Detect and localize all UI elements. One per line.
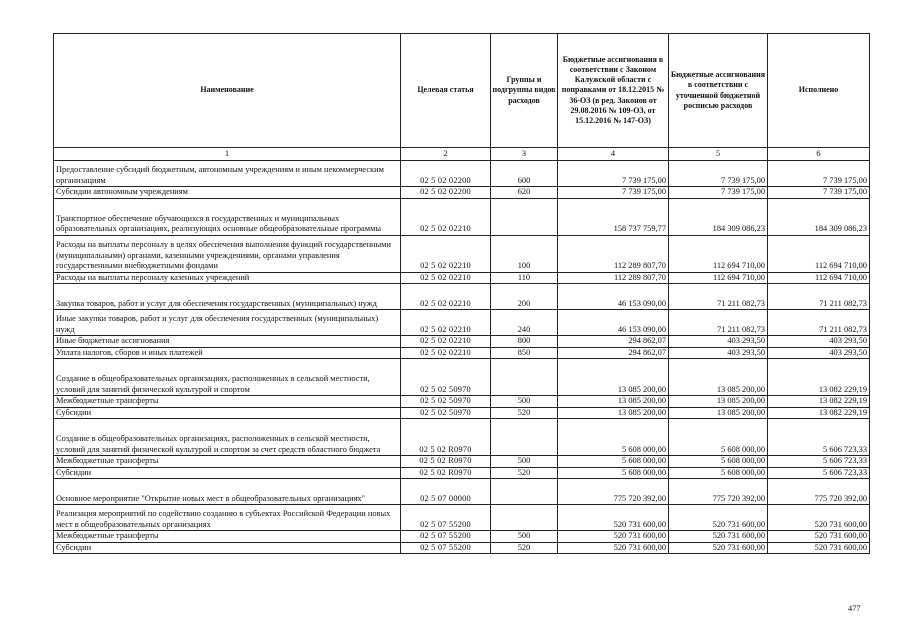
budget-table [53, 33, 870, 554]
column-number: 4 [558, 148, 669, 161]
table-row [54, 272, 870, 284]
row-executed: 112 694 710,00 [768, 235, 870, 272]
row-budget-refined: 5 608 000,00 [669, 467, 768, 479]
row-executed: 403 293,50 [768, 336, 870, 348]
row-name: Предоставление субсидий бюджетным, автономным учреждениям и иным некоммерческим организациям [54, 161, 401, 187]
row-executed: 775 720 392,00 [768, 479, 870, 505]
row-executed: 7 739 175,00 [768, 187, 870, 199]
header-budget-law: Бюджетные ассигнования в соответствии с Законом Калужской области с поправками от 18.12.2015 № 36-ОЗ (в ред. Законов от 29.08.2016 № 109-ОЗ, от 15.12.2016 № 147-ОЗ) [558, 34, 669, 148]
table-row [54, 419, 870, 456]
table-row [54, 505, 870, 531]
row-budget-refined: 112 694 710,00 [669, 272, 768, 284]
row-name: Субсидии [54, 467, 401, 479]
row-name: Иные закупки товаров, работ и услуг для обеспечения государственных (муниципальных) нужд [54, 310, 401, 336]
column-number: 5 [669, 148, 768, 161]
row-budget-refined: 520 731 600,00 [669, 505, 768, 531]
row-budget-law: 13 085 200,00 [558, 407, 669, 419]
row-target-article: 02 5 07 00000 [401, 479, 491, 505]
row-budget-refined: 5 608 000,00 [669, 419, 768, 456]
row-target-article: 02 5 02 02210 [401, 235, 491, 272]
row-target-article: 02 5 02 50970 [401, 396, 491, 408]
row-budget-law: 13 085 200,00 [558, 396, 669, 408]
table-row [54, 467, 870, 479]
row-expense-group [491, 359, 558, 396]
column-number: 1 [54, 148, 401, 161]
row-executed: 112 694 710,00 [768, 272, 870, 284]
row-budget-law: 775 720 392,00 [558, 479, 669, 505]
row-executed: 520 731 600,00 [768, 531, 870, 543]
row-expense-group: 520 [491, 467, 558, 479]
row-name: Уплата налогов, сборов и иных платежей [54, 347, 401, 359]
row-target-article: 02 5 02 02210 [401, 347, 491, 359]
row-name: Субсидии [54, 542, 401, 554]
row-executed: 7 739 175,00 [768, 161, 870, 187]
table-row [54, 310, 870, 336]
table-row [54, 396, 870, 408]
row-budget-refined: 71 211 082,73 [669, 310, 768, 336]
row-budget-law: 46 153 090,00 [558, 310, 669, 336]
row-budget-law: 5 608 000,00 [558, 456, 669, 468]
row-expense-group: 110 [491, 272, 558, 284]
table-row [54, 284, 870, 310]
row-budget-law: 294 862,07 [558, 336, 669, 348]
row-name: Иные бюджетные ассигнования [54, 336, 401, 348]
row-budget-refined: 775 720 392,00 [669, 479, 768, 505]
row-target-article: 02 5 02 02210 [401, 198, 491, 235]
row-target-article: 02 5 02 R0970 [401, 456, 491, 468]
table-row [54, 187, 870, 199]
row-target-article: 02 5 02 02210 [401, 284, 491, 310]
row-expense-group: 500 [491, 396, 558, 408]
row-budget-refined: 184 309 086,23 [669, 198, 768, 235]
header-executed: Исполнено [768, 34, 870, 148]
row-target-article: 02 5 07 55200 [401, 542, 491, 554]
table-row [54, 359, 870, 396]
row-budget-refined: 13 085 200,00 [669, 359, 768, 396]
header-budget-refined: Бюджетные ассигнования в соответствии с уточненной бюджетной росписью расходов [669, 34, 768, 148]
row-budget-law: 5 608 000,00 [558, 467, 669, 479]
row-budget-law: 13 085 200,00 [558, 359, 669, 396]
row-budget-law: 520 731 600,00 [558, 505, 669, 531]
row-executed: 5 606 723,33 [768, 467, 870, 479]
row-name: Закупка товаров, работ и услуг для обеспечения государственных (муниципальных) нужд [54, 284, 401, 310]
row-expense-group: 520 [491, 407, 558, 419]
row-name: Расходы на выплаты персоналу в целях обеспечения выполнения функций государственными (муниципальными) органами, казенными учреждениями, органами управления государственными внебюджетными фондами [54, 235, 401, 272]
row-budget-refined: 13 085 200,00 [669, 407, 768, 419]
row-budget-law: 520 731 600,00 [558, 531, 669, 543]
row-expense-group [491, 479, 558, 505]
row-target-article: 02 5 07 55200 [401, 505, 491, 531]
row-budget-law: 7 739 175,00 [558, 161, 669, 187]
row-target-article: 02 5 02 02200 [401, 161, 491, 187]
table-row [54, 479, 870, 505]
row-executed: 520 731 600,00 [768, 542, 870, 554]
table-row [54, 161, 870, 187]
row-executed: 13 082 229,19 [768, 407, 870, 419]
row-name: Межбюджетные трансферты [54, 396, 401, 408]
column-number-row [54, 148, 870, 161]
row-name: Основное мероприятие "Открытие новых мест в общеобразовательных организациях" [54, 479, 401, 505]
row-budget-refined: 520 731 600,00 [669, 542, 768, 554]
row-expense-group: 500 [491, 531, 558, 543]
column-number: 3 [491, 148, 558, 161]
row-budget-refined: 403 293,50 [669, 336, 768, 348]
row-expense-group: 800 [491, 336, 558, 348]
row-expense-group: 200 [491, 284, 558, 310]
row-target-article: 02 5 02 R0970 [401, 419, 491, 456]
row-name: Транспортное обеспечение обучающихся в государственных и муниципальных образовательных организациях, реализующих основные общеобразовательные программы [54, 198, 401, 235]
row-name: Создание в общеобразовательных организациях, расположенных в сельской местности, условий для занятий физической культурой и спортом за счет средств областного бюджета [54, 419, 401, 456]
row-budget-law: 520 731 600,00 [558, 542, 669, 554]
row-name: Субсидии [54, 407, 401, 419]
row-executed: 520 731 600,00 [768, 505, 870, 531]
row-expense-group: 100 [491, 235, 558, 272]
row-budget-refined: 7 739 175,00 [669, 187, 768, 199]
row-budget-law: 5 608 000,00 [558, 419, 669, 456]
table-row [54, 456, 870, 468]
row-budget-law: 46 153 090,00 [558, 284, 669, 310]
row-budget-refined: 71 211 082,73 [669, 284, 768, 310]
row-executed: 71 211 082,73 [768, 284, 870, 310]
row-budget-refined: 403 293,50 [669, 347, 768, 359]
row-budget-refined: 520 731 600,00 [669, 531, 768, 543]
row-budget-law: 294 862,07 [558, 347, 669, 359]
row-expense-group: 600 [491, 161, 558, 187]
table-row [54, 336, 870, 348]
row-target-article: 02 5 02 R0970 [401, 467, 491, 479]
row-executed: 403 293,50 [768, 347, 870, 359]
table-row [54, 198, 870, 235]
row-executed: 13 082 229,19 [768, 359, 870, 396]
row-name: Субсидии автономным учреждениям [54, 187, 401, 199]
row-expense-group [491, 198, 558, 235]
row-target-article: 02 5 02 02200 [401, 187, 491, 199]
header-name: Наименование [54, 34, 401, 148]
row-budget-law: 158 737 759,77 [558, 198, 669, 235]
row-target-article: 02 5 02 02210 [401, 272, 491, 284]
row-executed: 184 309 086,23 [768, 198, 870, 235]
row-budget-law: 112 289 807,70 [558, 272, 669, 284]
row-executed: 5 606 723,33 [768, 456, 870, 468]
row-name: Создание в общеобразовательных организациях, расположенных в сельской местности, условий для занятий физической культурой и спортом [54, 359, 401, 396]
row-budget-refined: 5 608 000,00 [669, 456, 768, 468]
row-target-article: 02 5 02 02210 [401, 310, 491, 336]
table-row [54, 347, 870, 359]
row-expense-group: 520 [491, 542, 558, 554]
page-number: 477 [848, 604, 861, 613]
row-budget-refined: 112 694 710,00 [669, 235, 768, 272]
row-budget-law: 7 739 175,00 [558, 187, 669, 199]
row-name: Межбюджетные трансферты [54, 531, 401, 543]
row-name: Реализация мероприятий по содействию созданию в субъектах Российской Федерации новых мест в общеобразовательных организациях [54, 505, 401, 531]
column-number: 2 [401, 148, 491, 161]
row-expense-group: 850 [491, 347, 558, 359]
row-budget-refined: 7 739 175,00 [669, 161, 768, 187]
row-name: Межбюджетные трансферты [54, 456, 401, 468]
row-executed: 71 211 082,73 [768, 310, 870, 336]
row-target-article: 02 5 02 50970 [401, 359, 491, 396]
row-expense-group [491, 419, 558, 456]
row-expense-group [491, 505, 558, 531]
table-row [54, 235, 870, 272]
row-target-article: 02 5 07 55200 [401, 531, 491, 543]
header-expense-groups: Группы и подгруппы видов расходов [491, 34, 558, 148]
header-target-article: Целевая статья [401, 34, 491, 148]
row-budget-refined: 13 085 200,00 [669, 396, 768, 408]
row-expense-group: 500 [491, 456, 558, 468]
row-executed: 5 606 723,33 [768, 419, 870, 456]
table-row [54, 531, 870, 543]
row-target-article: 02 5 02 50970 [401, 407, 491, 419]
row-executed: 13 082 229,19 [768, 396, 870, 408]
table-row [54, 542, 870, 554]
row-expense-group: 620 [491, 187, 558, 199]
row-budget-law: 112 289 807,70 [558, 235, 669, 272]
column-number: 6 [768, 148, 870, 161]
row-expense-group: 240 [491, 310, 558, 336]
row-name: Расходы на выплаты персоналу казенных учреждений [54, 272, 401, 284]
header-row [54, 34, 870, 148]
row-target-article: 02 5 02 02210 [401, 336, 491, 348]
table-row [54, 407, 870, 419]
